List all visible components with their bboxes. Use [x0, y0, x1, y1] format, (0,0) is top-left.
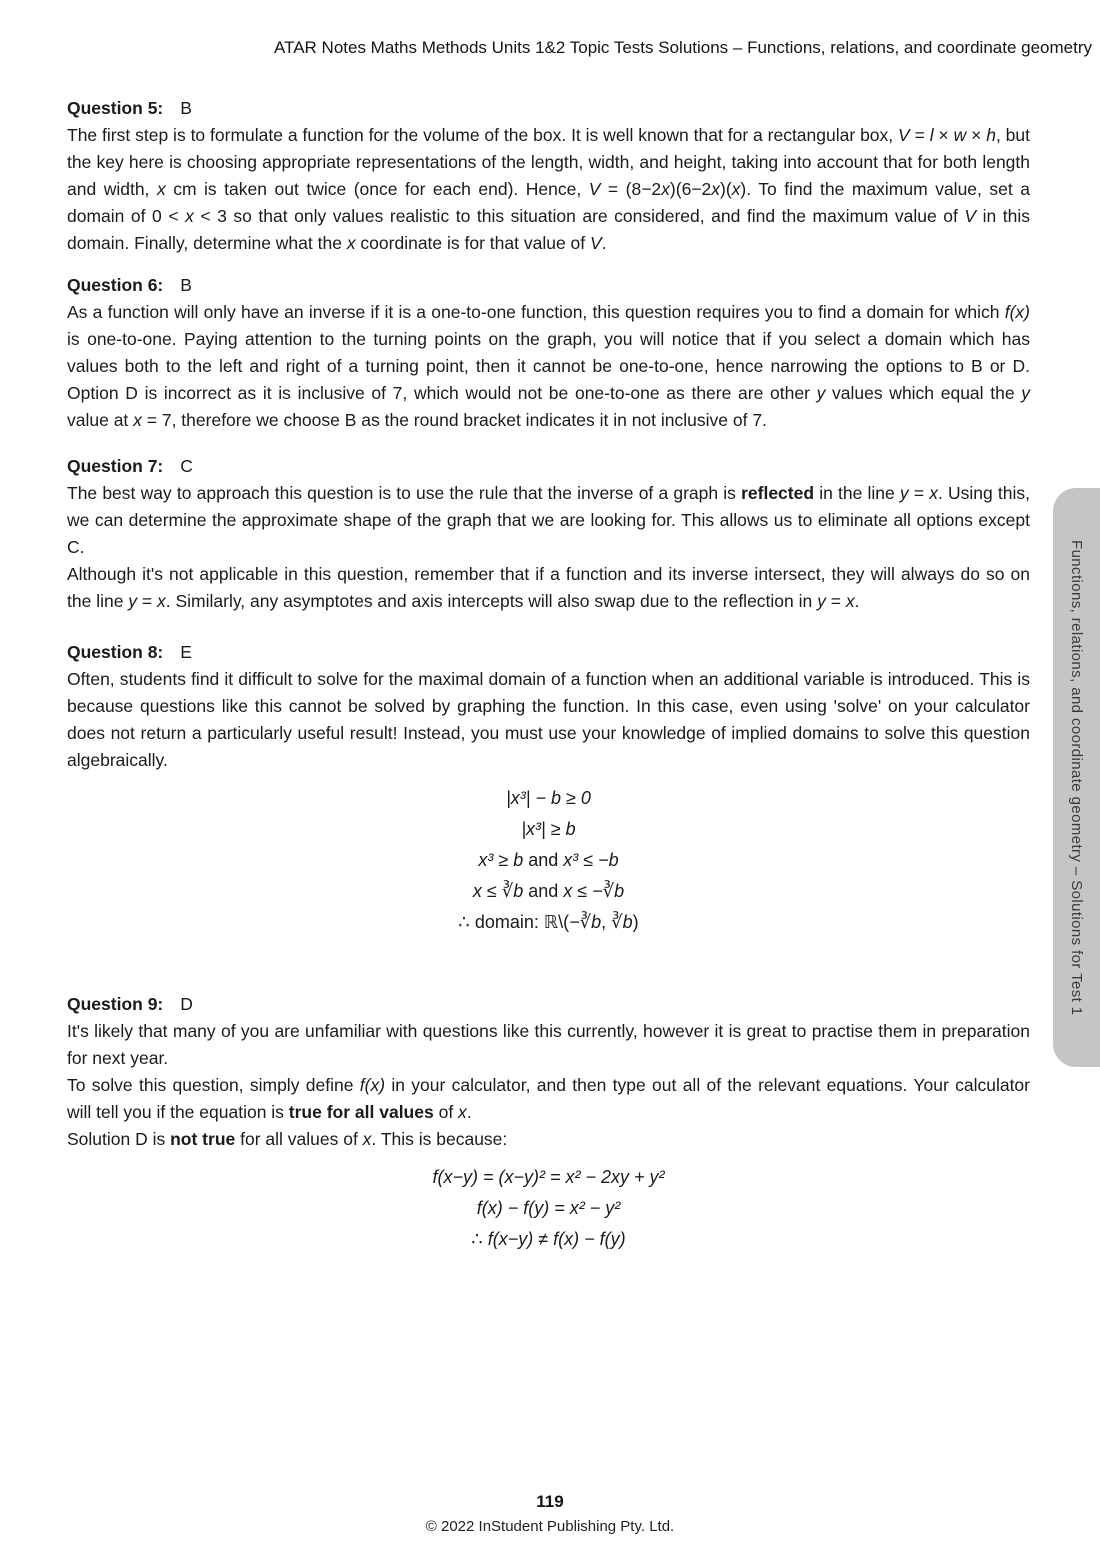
solution-paragraph: It's likely that many of you are unfamiliar with questions like this currently, however it is great to practise them in preparation for next year. — [67, 1021, 1030, 1068]
answer-letter: B — [180, 275, 192, 295]
equation: |x³| − b ≥ 0 — [506, 788, 591, 808]
question-label: Question 6: — [67, 275, 164, 295]
question-7-section — [67, 453, 1030, 615]
question-label: Question 9: — [67, 994, 164, 1014]
question-5-heading — [67, 95, 1030, 122]
equation: x ≤ ∛b and x ≤ −∛b — [472, 881, 625, 901]
equation: f(x) − f(y) = x² − y² — [476, 1198, 621, 1218]
question-6-section — [67, 272, 1030, 434]
question-8-section — [67, 639, 1030, 938]
equation: x³ ≥ b and x³ ≤ −b — [478, 850, 619, 870]
working-equations — [67, 783, 1030, 938]
question-5-section — [67, 95, 1030, 257]
question-9-section — [67, 991, 1030, 1255]
question-7-heading — [67, 453, 1030, 480]
page-number: 119 — [536, 1492, 564, 1511]
chapter-side-tab-label: Functions, relations, and coordinate geometry – Solutions for Test 1 — [1068, 539, 1085, 1016]
equation: ∴ f(x−y) ≠ f(x) − f(y) — [471, 1229, 626, 1249]
answer-letter: B — [180, 98, 192, 118]
question-9-heading — [67, 991, 1030, 1018]
chapter-side-tab — [1053, 488, 1100, 1067]
equation: ∴ domain: ℝ\(−∛b, ∛b) — [458, 912, 639, 932]
question-label: Question 5: — [67, 98, 164, 118]
solution-paragraph: As a function will only have an inverse if it is a one-to-one function, this question requires you to find a domain for which f(x) is one-to-one. Paying attention to the turning points on the graph, you will notice that if you select a domain which has values both to the left and right of a turning point, then it cannot be one-to-one, hence narrowing the options to B or D. Option D is incorrect as it is inclusive of 7, which would not be one-to-one as there are other y values which equal the y value at x = 7, therefore we choose B as the round bracket indicates it in not inclusive of 7. — [67, 302, 1030, 430]
equation: f(x−y) = (x−y)² = x² − 2xy + y² — [432, 1167, 665, 1187]
solution-paragraph: Although it's not applicable in this question, remember that if a function and its inverse intersect, they will always do so on the line y = x. Similarly, any asymptotes and axis intercepts will also swap due to the reflection in y = x. — [67, 564, 1030, 611]
solution-paragraph: Solution D is not true for all values of x. This is because: — [67, 1129, 508, 1149]
working-equations — [67, 1162, 1030, 1255]
question-6-heading — [67, 272, 1030, 299]
answer-letter: C — [180, 456, 193, 476]
question-label: Question 8: — [67, 642, 164, 662]
solution-paragraph: The first step is to formulate a function for the volume of the box. It is well known that for a rectangular box, V = l × w × h, but the key here is choosing appropriate representations of the length, width, and height, taking into account that for both length and width, x cm is taken out twice (once for each end). Hence, V = (8−2x)(6−2x)(x). To find the maximum value, set a domain of 0 < x < 3 so that only values realistic to this situation are considered, and find the maximum value of V in this domain. Finally, determine what the x coordinate is for that value of V. — [67, 125, 1031, 253]
question-8-heading — [67, 639, 1030, 666]
solution-paragraph: The best way to approach this question is to use the rule that the inverse of a graph is reflected in the line y = x. Using this, we can determine the approximate shape of the graph that we are looking for. This allows us to eliminate all options except C. — [67, 483, 1030, 557]
page-header: ATAR Notes Maths Methods Units 1&2 Topic Tests Solutions – Functions, relations, and coordinate geometry — [274, 38, 1092, 57]
answer-letter: E — [180, 642, 192, 662]
copyright-notice: © 2022 InStudent Publishing Pty. Ltd. — [425, 1518, 675, 1535]
solution-paragraph: To solve this question, simply define f(x) in your calculator, and then type out all of the relevant equations. Your calculator will tell you if the equation is true for all values of x. — [67, 1075, 1030, 1122]
equation: |x³| ≥ b — [521, 819, 576, 839]
question-label: Question 7: — [67, 456, 164, 476]
answer-letter: D — [180, 994, 193, 1014]
solution-paragraph: Often, students find it difficult to solve for the maximal domain of a function when an additional variable is introduced. This is because questions like this cannot be solved by graphing the function. In this case, even using 'solve' on your calculator does not return a particularly useful result! Instead, you must use your knowledge of implied domains to solve this question algebraically. — [67, 669, 1030, 770]
